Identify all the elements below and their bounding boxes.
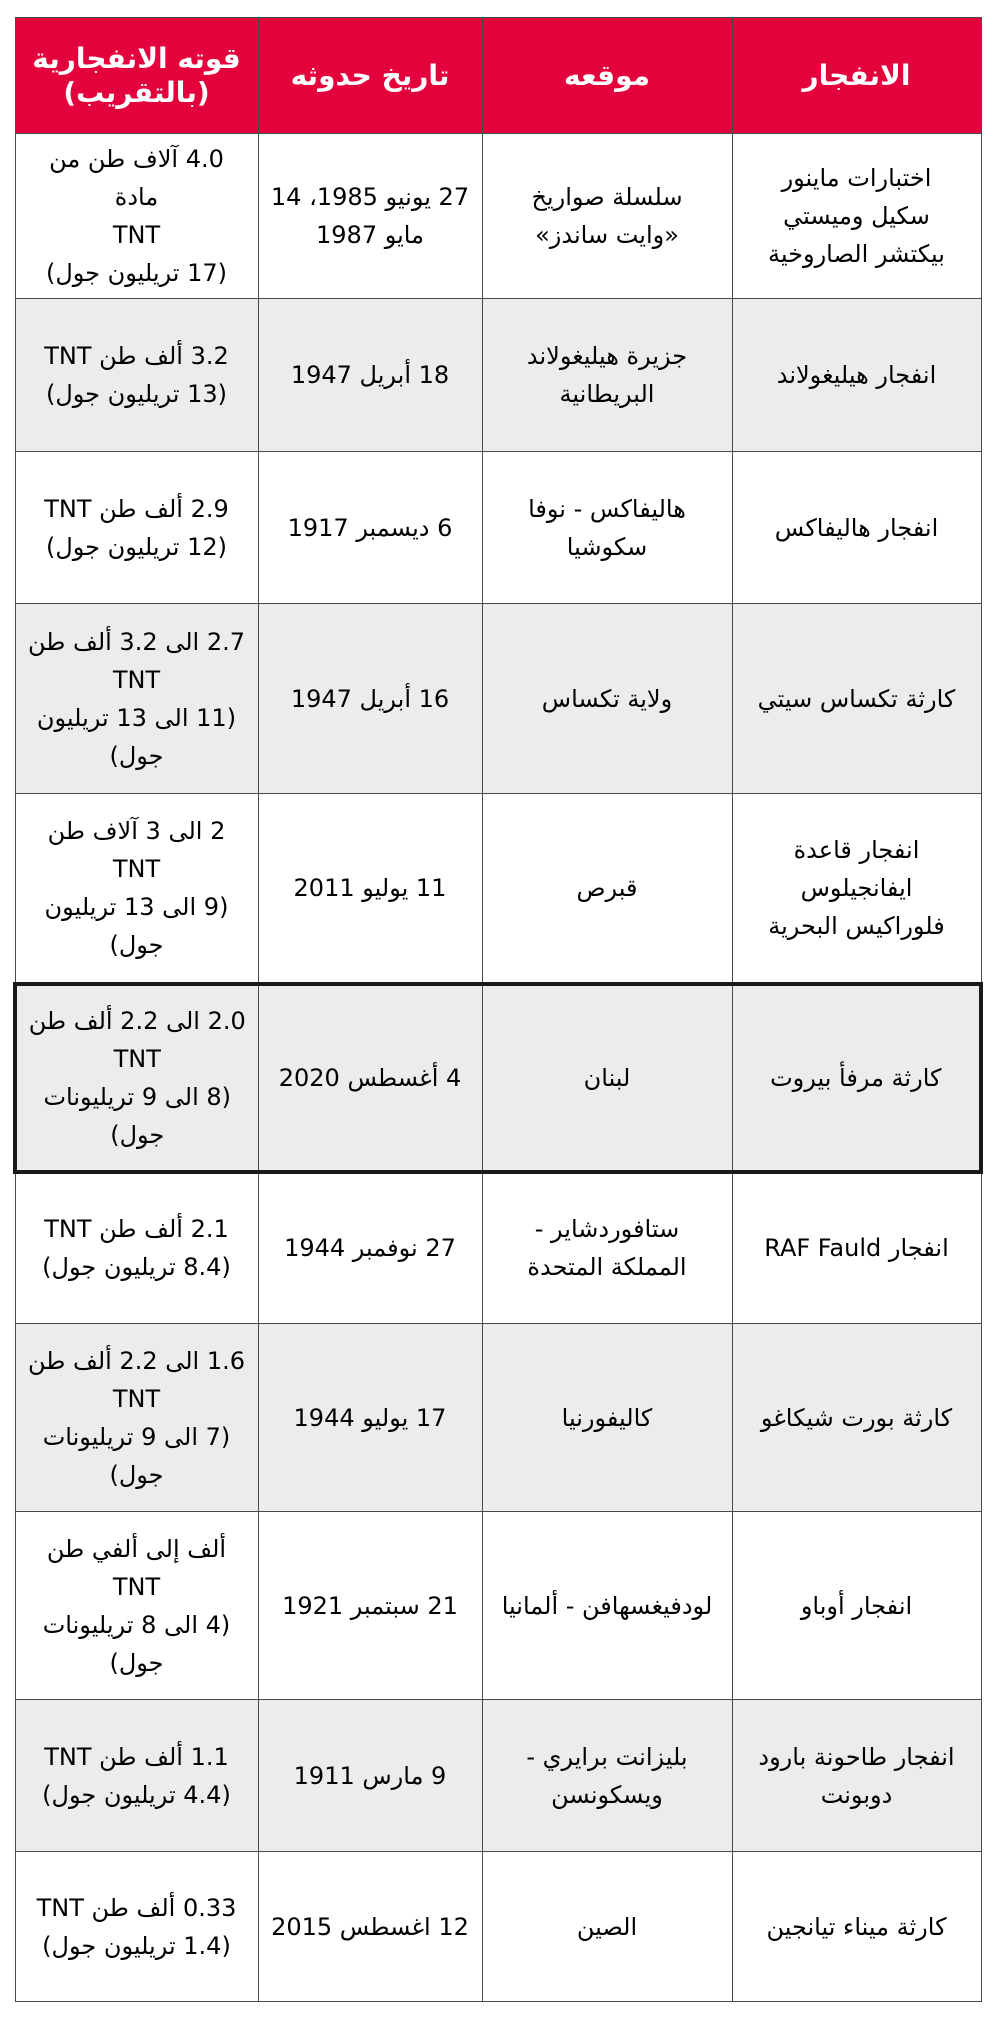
cell-yield: 3.2 ألف طن TNT (13 تريليون جول) [15,299,258,452]
cell-location: كاليفورنيا [482,1324,732,1512]
table-row [15,604,981,794]
cell-yield: 2.7 الى 3.2 ألف طن TNT (11 الى 13 تريليون جول) [15,604,258,794]
cell-explosion: انفجار هاليفاكس [732,452,981,604]
cell-date: 27 نوفمبر 1944 [258,1172,482,1324]
cell-yield: 2.0 الى 2.2 ألف طن TNT (8 الى 9 تريليونات جول) [15,984,258,1172]
header-explosion: الانفجار [732,18,981,134]
table-row [15,299,981,452]
header-yield: قوته الانفجارية (بالتقريب) [15,18,258,134]
cell-location: لبنان [482,984,732,1172]
cell-yield: 2 الى 3 آلاف طن TNT (9 الى 13 تريليون جول) [15,794,258,984]
cell-date: 21 سبتمبر 1921 [258,1512,482,1700]
cell-explosion: اختبارات ماينور سكيل وميستي بيكتشر الصاروخية [732,134,981,299]
explosions-comparison-table [13,17,983,2002]
cell-explosion: انفجار هيليغولاند [732,299,981,452]
table-row [15,1512,981,1700]
table-header-row [15,18,981,134]
cell-date: 9 مارس 1911 [258,1700,482,1852]
table-row [15,794,981,984]
cell-date: 12 اغسطس 2015 [258,1852,482,2002]
cell-location: الصين [482,1852,732,2002]
cell-explosion: كارثة تكساس سيتي [732,604,981,794]
cell-explosion: كارثة مرفأ بيروت [732,984,981,1172]
header-location: موقعه [482,18,732,134]
cell-yield: 0.33 ألف طن TNT (1.4 تريليون جول) [15,1852,258,2002]
cell-date: 16 أبريل 1947 [258,604,482,794]
cell-date: 6 ديسمبر 1917 [258,452,482,604]
cell-yield: 4.0 آلاف طن من مادة TNT (17 تريليون جول) [15,134,258,299]
cell-explosion: انفجار طاحونة بارود دوبونت [732,1700,981,1852]
cell-yield: 1.1 ألف طن TNT (4.4 تريليون جول) [15,1700,258,1852]
header-date: تاريخ حدوثه [258,18,482,134]
cell-explosion: انفجار أوباو [732,1512,981,1700]
explosions-table-wrapper [17,17,983,2002]
table-row [15,1172,981,1324]
cell-yield: 2.9 ألف طن TNT (12 تريليون جول) [15,452,258,604]
cell-location: قبرص [482,794,732,984]
cell-location: لودفيغسهافن - ألمانيا [482,1512,732,1700]
cell-date: 18 أبريل 1947 [258,299,482,452]
cell-yield: 1.6 الى 2.2 ألف طن TNT (7 الى 9 تريليونات جول) [15,1324,258,1512]
cell-explosion: انفجار RAF Fauld [732,1172,981,1324]
table-row [15,1324,981,1512]
table-row [15,1852,981,2002]
cell-location: جزيرة هيليغولاند البريطانية [482,299,732,452]
cell-date: 4 أغسطس 2020 [258,984,482,1172]
cell-yield: ألف إلى ألفي طن TNT (4 الى 8 تريليونات جول) [15,1512,258,1700]
cell-yield: 2.1 ألف طن TNT (8.4 تريليون جول) [15,1172,258,1324]
cell-date: 17 يوليو 1944 [258,1324,482,1512]
cell-date: 27 يونيو 1985، 14 مايو 1987 [258,134,482,299]
table-row [15,1700,981,1852]
cell-explosion: كارثة ميناء تيانجين [732,1852,981,2002]
cell-explosion: انفجار قاعدة ايفانجيلوس فلوراكيس البحرية [732,794,981,984]
table-row [15,452,981,604]
cell-explosion: كارثة بورت شيكاغو [732,1324,981,1512]
cell-location: سلسلة صواريخ «وايت ساندز» [482,134,732,299]
cell-date: 11 يوليو 2011 [258,794,482,984]
cell-location: هاليفاكس - نوفا سكوشيا [482,452,732,604]
table-row-highlighted [15,984,981,1172]
cell-location: ولاية تكساس [482,604,732,794]
cell-location: بليزانت برايري - ويسكونسن [482,1700,732,1852]
table-row [15,134,981,299]
cell-location: ستافوردشاير - المملكة المتحدة [482,1172,732,1324]
